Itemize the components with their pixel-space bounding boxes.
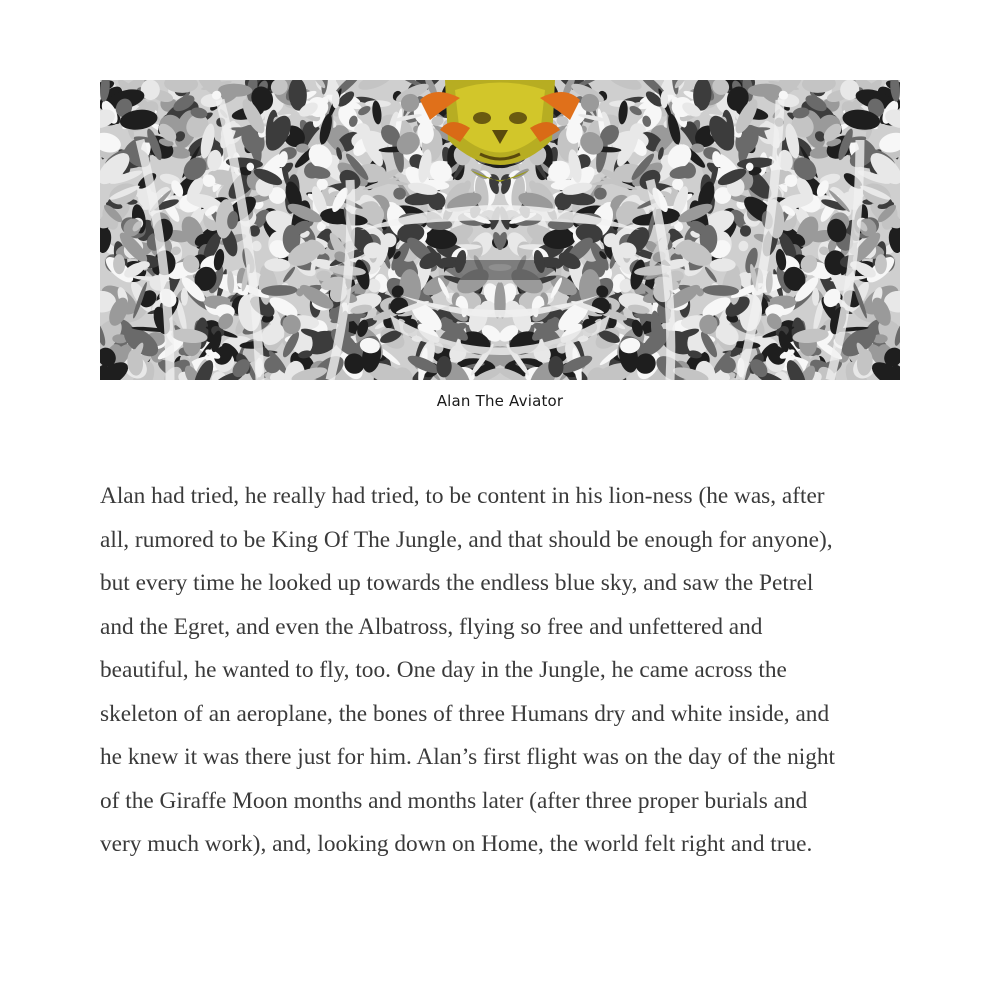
story-line: beautiful, he wanted to fly, too. One day in the Jungle, he came across the <box>100 657 787 683</box>
story-line: but every time he looked up towards the endless blue sky, and saw the Petrel <box>100 570 814 596</box>
story-line: all, rumored to be King Of The Jungle, and that should be enough for anyone), <box>100 526 833 553</box>
jungle-lion-illustration <box>100 80 900 380</box>
story-line: he knew it was there just for him. Alan’s first flight was on the day of the night <box>100 744 836 770</box>
story-line: and the Egret, and even the Albatross, flying so free and unfettered and <box>100 613 763 640</box>
illustration-artwork <box>100 80 900 380</box>
story-line: Alan had tried, he really had tried, to be content in his lion-ness (he was, after <box>100 483 825 509</box>
illustration-caption: Alan The Aviator <box>436 392 564 410</box>
story-line: very much work), and, looking down on Home, the world felt right and true. <box>100 831 813 857</box>
story-line: skeleton of an aeroplane, the bones of three Humans dry and white inside, and <box>100 700 830 727</box>
story-paragraph <box>100 475 900 867</box>
story-line: of the Giraffe Moon months and months later (after three proper burials and <box>100 787 808 814</box>
